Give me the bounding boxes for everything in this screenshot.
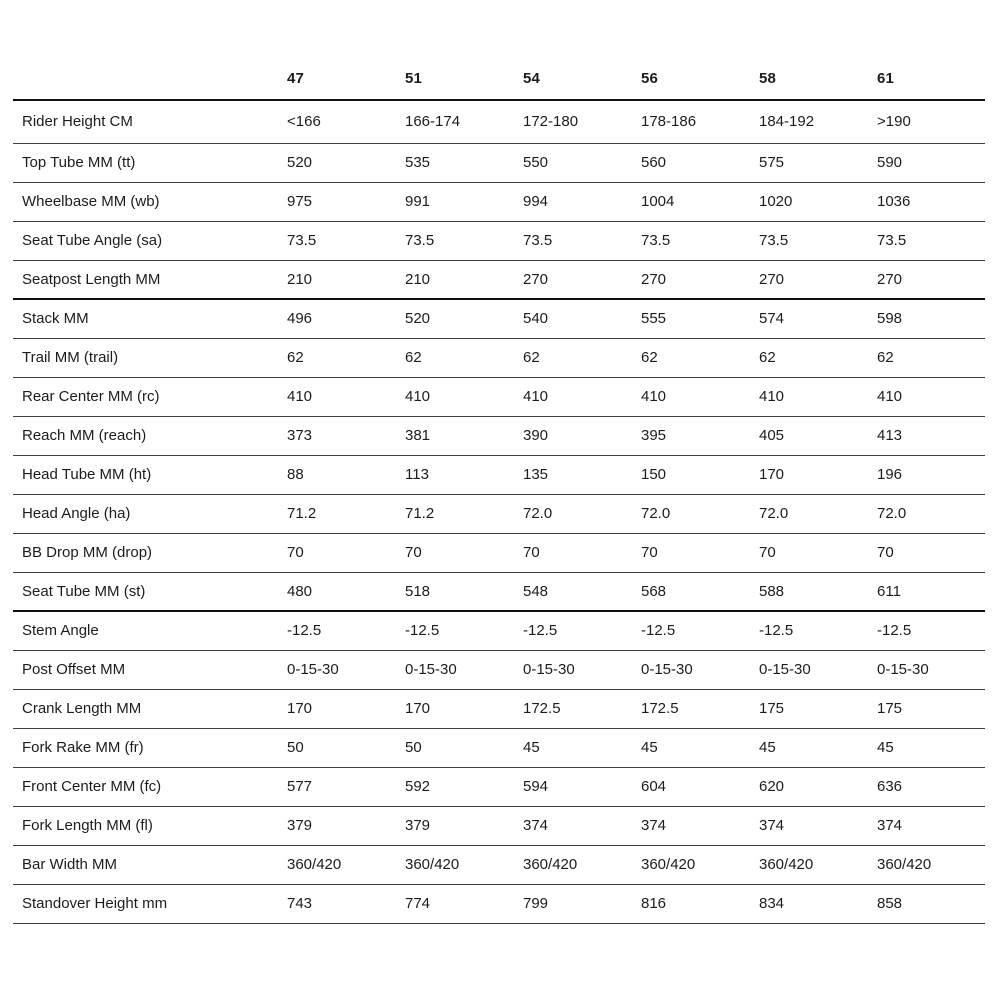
spec-row-label: Rider Height CM [13, 100, 287, 143]
spec-value-cell: 604 [641, 767, 759, 806]
spec-value-cell: 799 [523, 884, 641, 923]
spec-value-cell: 172.5 [523, 689, 641, 728]
spec-value-cell: 774 [405, 884, 523, 923]
spec-value-cell: 575 [759, 143, 877, 182]
spec-row [13, 299, 985, 338]
size-column-header: 51 [405, 64, 523, 100]
spec-value-cell: -12.5 [641, 611, 759, 650]
spec-value-cell: 410 [523, 377, 641, 416]
spec-value-cell: 45 [523, 728, 641, 767]
spec-row [13, 845, 985, 884]
spec-value-cell: -12.5 [523, 611, 641, 650]
spec-value-cell: 598 [877, 299, 985, 338]
spec-value-cell: 0-15-30 [405, 650, 523, 689]
spec-value-cell: 166-174 [405, 100, 523, 143]
spec-value-cell: 1020 [759, 182, 877, 221]
spec-value-cell: -12.5 [405, 611, 523, 650]
spec-value-cell: 72.0 [523, 494, 641, 533]
spec-value-cell: 170 [405, 689, 523, 728]
spec-value-cell: 858 [877, 884, 985, 923]
spec-value-cell: 381 [405, 416, 523, 455]
spec-value-cell: -12.5 [759, 611, 877, 650]
spec-row-label: Top Tube MM (tt) [13, 143, 287, 182]
spec-value-cell: 150 [641, 455, 759, 494]
spec-value-cell: 560 [641, 143, 759, 182]
spec-row [13, 572, 985, 611]
spec-row [13, 884, 985, 923]
spec-row [13, 455, 985, 494]
spec-value-cell: 577 [287, 767, 405, 806]
spec-row-label: Head Angle (ha) [13, 494, 287, 533]
spec-value-cell: 548 [523, 572, 641, 611]
table-body [13, 100, 985, 923]
spec-value-cell: 62 [523, 338, 641, 377]
spec-row [13, 182, 985, 221]
spec-value-cell: 374 [759, 806, 877, 845]
spec-value-cell: 72.0 [641, 494, 759, 533]
spec-row-label: Wheelbase MM (wb) [13, 182, 287, 221]
spec-value-cell: 196 [877, 455, 985, 494]
spec-row-label: Bar Width MM [13, 845, 287, 884]
spec-value-cell: 73.5 [641, 221, 759, 260]
spec-value-cell: 210 [287, 260, 405, 299]
spec-value-cell: 270 [641, 260, 759, 299]
spec-value-cell: 70 [641, 533, 759, 572]
spec-value-cell: 480 [287, 572, 405, 611]
header-spacer-cell [13, 64, 287, 100]
spec-value-cell: 135 [523, 455, 641, 494]
spec-value-cell: 611 [877, 572, 985, 611]
spec-value-cell: 588 [759, 572, 877, 611]
spec-value-cell: 373 [287, 416, 405, 455]
spec-value-cell: 574 [759, 299, 877, 338]
spec-value-cell: 175 [877, 689, 985, 728]
spec-row [13, 767, 985, 806]
spec-value-cell: 410 [759, 377, 877, 416]
spec-value-cell: 405 [759, 416, 877, 455]
spec-value-cell: 70 [523, 533, 641, 572]
spec-value-cell: 0-15-30 [759, 650, 877, 689]
geometry-table-container [13, 64, 985, 924]
spec-row-label: Fork Length MM (fl) [13, 806, 287, 845]
spec-value-cell: 360/420 [287, 845, 405, 884]
spec-value-cell: 210 [405, 260, 523, 299]
spec-value-cell: 62 [759, 338, 877, 377]
spec-row [13, 611, 985, 650]
spec-value-cell: 70 [405, 533, 523, 572]
spec-row-label: Seat Tube Angle (sa) [13, 221, 287, 260]
spec-value-cell: 360/420 [877, 845, 985, 884]
size-column-header: 47 [287, 64, 405, 100]
spec-value-cell: 360/420 [405, 845, 523, 884]
spec-value-cell: 520 [287, 143, 405, 182]
spec-row-label: Crank Length MM [13, 689, 287, 728]
spec-row [13, 689, 985, 728]
spec-value-cell: 73.5 [287, 221, 405, 260]
spec-row [13, 221, 985, 260]
spec-value-cell: 88 [287, 455, 405, 494]
spec-value-cell: 71.2 [287, 494, 405, 533]
spec-value-cell: 590 [877, 143, 985, 182]
spec-value-cell: 994 [523, 182, 641, 221]
spec-row-label: Seat Tube MM (st) [13, 572, 287, 611]
spec-value-cell: 0-15-30 [523, 650, 641, 689]
spec-row-label: Trail MM (trail) [13, 338, 287, 377]
spec-value-cell: 518 [405, 572, 523, 611]
spec-value-cell: 45 [877, 728, 985, 767]
spec-value-cell: 395 [641, 416, 759, 455]
header-row [13, 64, 985, 100]
spec-value-cell: 636 [877, 767, 985, 806]
size-column-header: 56 [641, 64, 759, 100]
spec-value-cell: 360/420 [641, 845, 759, 884]
spec-value-cell: 172.5 [641, 689, 759, 728]
spec-row [13, 416, 985, 455]
spec-value-cell: 71.2 [405, 494, 523, 533]
spec-value-cell: 178-186 [641, 100, 759, 143]
spec-row [13, 377, 985, 416]
spec-value-cell: 496 [287, 299, 405, 338]
spec-value-cell: 184-192 [759, 100, 877, 143]
spec-value-cell: 592 [405, 767, 523, 806]
spec-value-cell: 743 [287, 884, 405, 923]
spec-value-cell: 975 [287, 182, 405, 221]
spec-value-cell: 379 [405, 806, 523, 845]
spec-value-cell: 73.5 [877, 221, 985, 260]
size-column-header: 61 [877, 64, 985, 100]
spec-value-cell: 540 [523, 299, 641, 338]
spec-row-label: BB Drop MM (drop) [13, 533, 287, 572]
spec-value-cell: 113 [405, 455, 523, 494]
spec-value-cell: >190 [877, 100, 985, 143]
spec-value-cell: <166 [287, 100, 405, 143]
spec-value-cell: 390 [523, 416, 641, 455]
spec-row-label: Seatpost Length MM [13, 260, 287, 299]
spec-value-cell: 535 [405, 143, 523, 182]
spec-row [13, 650, 985, 689]
spec-value-cell: 834 [759, 884, 877, 923]
spec-value-cell: 73.5 [523, 221, 641, 260]
spec-row [13, 533, 985, 572]
spec-value-cell: 594 [523, 767, 641, 806]
spec-value-cell: 374 [641, 806, 759, 845]
spec-value-cell: 73.5 [759, 221, 877, 260]
spec-row [13, 100, 985, 143]
size-column-header: 58 [759, 64, 877, 100]
spec-value-cell: 50 [287, 728, 405, 767]
spec-value-cell: 568 [641, 572, 759, 611]
spec-value-cell: 175 [759, 689, 877, 728]
spec-value-cell: 816 [641, 884, 759, 923]
spec-value-cell: -12.5 [877, 611, 985, 650]
spec-value-cell: 410 [287, 377, 405, 416]
spec-value-cell: 991 [405, 182, 523, 221]
spec-row-label: Head Tube MM (ht) [13, 455, 287, 494]
spec-row [13, 143, 985, 182]
spec-value-cell: 72.0 [877, 494, 985, 533]
spec-value-cell: 62 [641, 338, 759, 377]
spec-value-cell: 270 [523, 260, 641, 299]
spec-value-cell: 45 [641, 728, 759, 767]
spec-row-label: Stack MM [13, 299, 287, 338]
spec-row-label: Fork Rake MM (fr) [13, 728, 287, 767]
spec-value-cell: 379 [287, 806, 405, 845]
spec-value-cell: 0-15-30 [287, 650, 405, 689]
spec-value-cell: 410 [641, 377, 759, 416]
spec-value-cell: 45 [759, 728, 877, 767]
spec-value-cell: 360/420 [759, 845, 877, 884]
spec-row [13, 806, 985, 845]
spec-value-cell: 270 [759, 260, 877, 299]
spec-row [13, 260, 985, 299]
spec-row [13, 728, 985, 767]
spec-value-cell: 270 [877, 260, 985, 299]
spec-row-label: Front Center MM (fc) [13, 767, 287, 806]
spec-row-label: Reach MM (reach) [13, 416, 287, 455]
size-column-header: 54 [523, 64, 641, 100]
spec-value-cell: 1004 [641, 182, 759, 221]
spec-value-cell: 62 [287, 338, 405, 377]
spec-value-cell: 550 [523, 143, 641, 182]
spec-value-cell: 410 [405, 377, 523, 416]
spec-value-cell: 170 [287, 689, 405, 728]
spec-value-cell: 413 [877, 416, 985, 455]
spec-value-cell: 62 [405, 338, 523, 377]
spec-value-cell: 374 [877, 806, 985, 845]
spec-value-cell: 410 [877, 377, 985, 416]
spec-value-cell: 172-180 [523, 100, 641, 143]
bike-geometry-table [13, 64, 985, 924]
table-header [13, 64, 985, 100]
spec-value-cell: 73.5 [405, 221, 523, 260]
spec-value-cell: 0-15-30 [877, 650, 985, 689]
spec-value-cell: 374 [523, 806, 641, 845]
spec-value-cell: 360/420 [523, 845, 641, 884]
spec-row-label: Stem Angle [13, 611, 287, 650]
spec-row [13, 338, 985, 377]
spec-value-cell: 62 [877, 338, 985, 377]
spec-value-cell: 0-15-30 [641, 650, 759, 689]
spec-value-cell: 620 [759, 767, 877, 806]
spec-value-cell: 70 [287, 533, 405, 572]
spec-value-cell: 520 [405, 299, 523, 338]
spec-row-label: Standover Height mm [13, 884, 287, 923]
spec-row [13, 494, 985, 533]
spec-value-cell: 1036 [877, 182, 985, 221]
spec-value-cell: 555 [641, 299, 759, 338]
spec-row-label: Post Offset MM [13, 650, 287, 689]
spec-value-cell: -12.5 [287, 611, 405, 650]
spec-row-label: Rear Center MM (rc) [13, 377, 287, 416]
spec-value-cell: 70 [877, 533, 985, 572]
spec-value-cell: 70 [759, 533, 877, 572]
spec-value-cell: 170 [759, 455, 877, 494]
spec-value-cell: 72.0 [759, 494, 877, 533]
spec-value-cell: 50 [405, 728, 523, 767]
